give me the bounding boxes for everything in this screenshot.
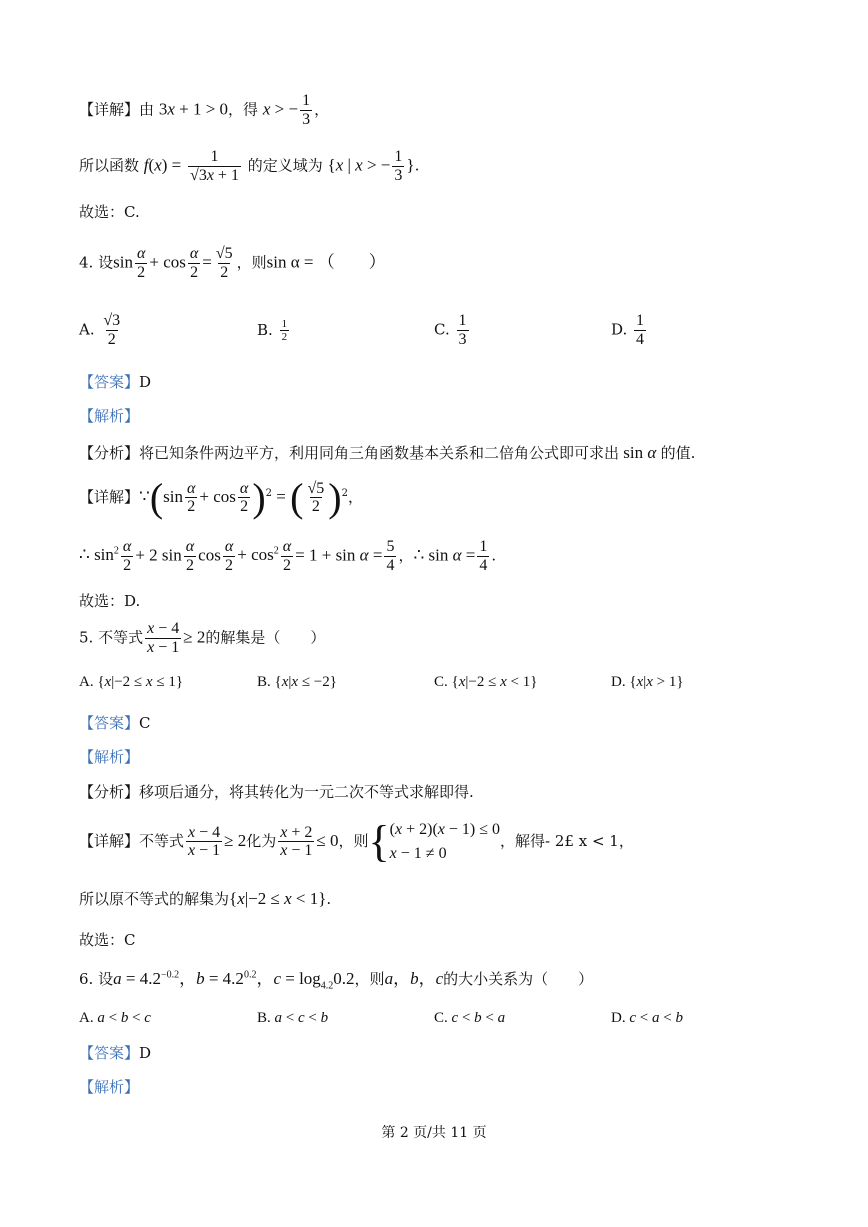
text: 化为 <box>246 832 277 850</box>
text: ，解得- 2£ x < 1， <box>500 832 634 850</box>
blank: sin α = （ ） <box>266 252 386 272</box>
fenxi-label: 【分析】 <box>79 444 140 462</box>
question-number: 6. <box>79 970 94 988</box>
q4-option-b <box>257 318 291 344</box>
q6-stem: 6. 设$a = 4.2^{-0.2}$，$b = 4.2^{0.2}$，$c = \log_{4.2}0.2$，则a，b，c的大小关系为（ ） <box>79 969 594 992</box>
option-label: C. <box>434 320 450 339</box>
page-footer: 第 2 页/共 11 页 <box>381 1125 487 1141</box>
q4-option-c <box>434 312 471 349</box>
fraction: $\frac{√5}{2}$ <box>215 245 233 281</box>
text: 设 <box>98 970 114 988</box>
q5-option-c: C. {x|−2 ≤ x < 1} <box>434 674 538 690</box>
fraction: $\frac{\alpha}{2}$ <box>189 245 199 281</box>
text: 的解集是（ ） <box>205 628 326 647</box>
q3-detail-line: 【详解】由 3x + 1 > 0，得 x > − $\frac{1}{3}$ ， <box>79 92 330 128</box>
q4-detail-1: 【详解】∵(sin $\frac{\alpha}{2}$ + cos $\frac{\alpha}{2}$ )$^2$ = ( $\frac{√5}{2}$ )$^2$， <box>79 475 363 520</box>
q5-stem: 5. 不等式 $\frac{x - 4}{x - 1}$ ≥ 2的解集是（ ） <box>79 620 326 656</box>
question-number: 5. <box>79 628 94 647</box>
text: 由 <box>139 100 155 119</box>
fraction: $\frac{1}{3}$ <box>394 148 403 184</box>
q4-analysis-label: 【解析】 <box>79 407 140 425</box>
answer-label: 【答案】 <box>79 1044 140 1062</box>
choose-value: C. <box>124 203 140 221</box>
q4-detail-2: ∴ $\sin^2$ $\frac{\alpha}{2}$ + 2 sin $\frac{\alpha}{2}$ cos $\frac{\alpha}{2}$ + $\cos^2$ $\frac{\alpha}{2}$ = 1 + sin α = $\frac{5}{4}$ ，∴ sin α = $\frac{1}{4}$ . <box>79 538 497 574</box>
text: ，则 <box>236 253 267 272</box>
fraction: $\frac{\alpha}{2}$ <box>136 245 146 281</box>
q4-option-d <box>611 312 648 349</box>
q6-analysis-label: 【解析】 <box>79 1078 140 1096</box>
q4-fenxi: 【分析】将已知条件两边平方，利用同角三角函数基本关系和二倍角公式即可求出 sin α 的值. <box>79 443 696 462</box>
q4-answer <box>79 373 151 391</box>
text: 设 <box>98 253 114 272</box>
question-number: 4. <box>79 253 94 272</box>
math-x: x > − <box>262 99 299 119</box>
q3-choose <box>79 203 140 221</box>
answer-label: 【答案】 <box>79 373 140 391</box>
q5-analysis-label: 【解析】 <box>79 748 140 766</box>
text: 的定义域为 <box>247 156 323 175</box>
choose-label: 故选： <box>79 931 125 949</box>
text: ，则 <box>338 832 369 850</box>
text: 所以原不等式的解集为 <box>79 890 230 908</box>
math-set: {x | x > − <box>327 155 391 175</box>
q5-so: 所以原不等式的解集为{x|−2 ≤ x < 1}. <box>79 889 332 908</box>
q6-option-a: A. a < b < c <box>79 1010 151 1026</box>
text: 不等式 <box>98 628 144 647</box>
fenxi-label: 【分析】 <box>79 783 140 801</box>
math-cond: 3x + 1 > 0 <box>158 99 229 119</box>
q4-choose <box>79 592 140 610</box>
q5-option-d: D. {x|x > 1} <box>611 674 684 690</box>
q5-answer <box>79 714 151 732</box>
text: ，则 <box>354 970 385 988</box>
q5-fenxi <box>79 783 474 801</box>
detail-label: 【详解】 <box>79 488 140 506</box>
text: 的大小关系为（ ） <box>443 970 594 988</box>
option-label: B. <box>257 320 273 339</box>
detail-label: 【详解】 <box>79 832 140 850</box>
q5-detail: 【详解】不等式 $\frac{x - 4}{x - 1}$ ≥ 2化为 $\frac{x + 2}{x - 1}$ ≤ 0，则{ (x + 2)(x − 1) ≤ 0 x − 1 ≠ 0 ，解得- 2£ x < 1， <box>79 817 634 866</box>
q6-answer <box>79 1044 151 1062</box>
q5-option-a: A. {x|−2 ≤ x ≤ 1} <box>79 674 184 690</box>
text: ，得 <box>228 100 259 119</box>
text: 的值. <box>660 444 696 462</box>
option-label: A. <box>79 320 95 339</box>
text: 将已知条件两边平方，利用同角三角函数基本关系和二倍角公式即可求出 <box>139 444 620 462</box>
q6-option-c: C. c < b < a <box>434 1010 506 1026</box>
text: 移项后通分，将其转化为一元二次不等式求解即得. <box>139 783 474 801</box>
fraction: $\frac{√3}{2}$ <box>103 312 121 348</box>
fraction: $\frac{1}{4}$ <box>636 312 645 348</box>
answer-value: D <box>139 373 152 391</box>
fraction: $\frac{1}{3}$ <box>302 92 311 128</box>
fraction: $\frac{1}{√3x + 1}$ <box>190 148 239 184</box>
q4-stem: 4. 设sin $\frac{\alpha}{2}$ + cos $\frac{\alpha}{2}$ = $\frac{√5}{2}$ ，则sin α = （ ） <box>79 245 386 281</box>
choose-label: 故选： <box>79 592 125 610</box>
answer-value: D <box>139 1044 152 1062</box>
text: 所以函数 <box>79 156 140 175</box>
option-label: D. <box>611 320 628 339</box>
math-f: f(x) = <box>143 155 182 175</box>
q6-option-b: B. a < c < b <box>257 1010 329 1026</box>
choose-label: 故选： <box>79 203 125 221</box>
q3-so-line: 所以函数 f(x) = $\frac{1}{√3x + 1}$ 的定义域为 {x | x > − $\frac{1}{3}$ }. <box>79 148 420 184</box>
answer-value: C <box>139 714 151 732</box>
text: 不等式 <box>139 832 185 850</box>
choose-value: D. <box>124 592 141 610</box>
q5-choose <box>79 931 136 949</box>
detail-label: 【详解】 <box>79 100 140 119</box>
q5-option-b: B. {x|x ≤ −2} <box>257 674 337 690</box>
fraction: $\frac{1}{3}$ <box>458 312 467 348</box>
q4-option-a <box>79 312 124 349</box>
fraction: $\frac{1}{2}$ <box>281 318 288 344</box>
choose-value: C <box>124 931 136 949</box>
answer-label: 【答案】 <box>79 714 140 732</box>
q6-option-d: D. c < a < b <box>611 1010 683 1026</box>
